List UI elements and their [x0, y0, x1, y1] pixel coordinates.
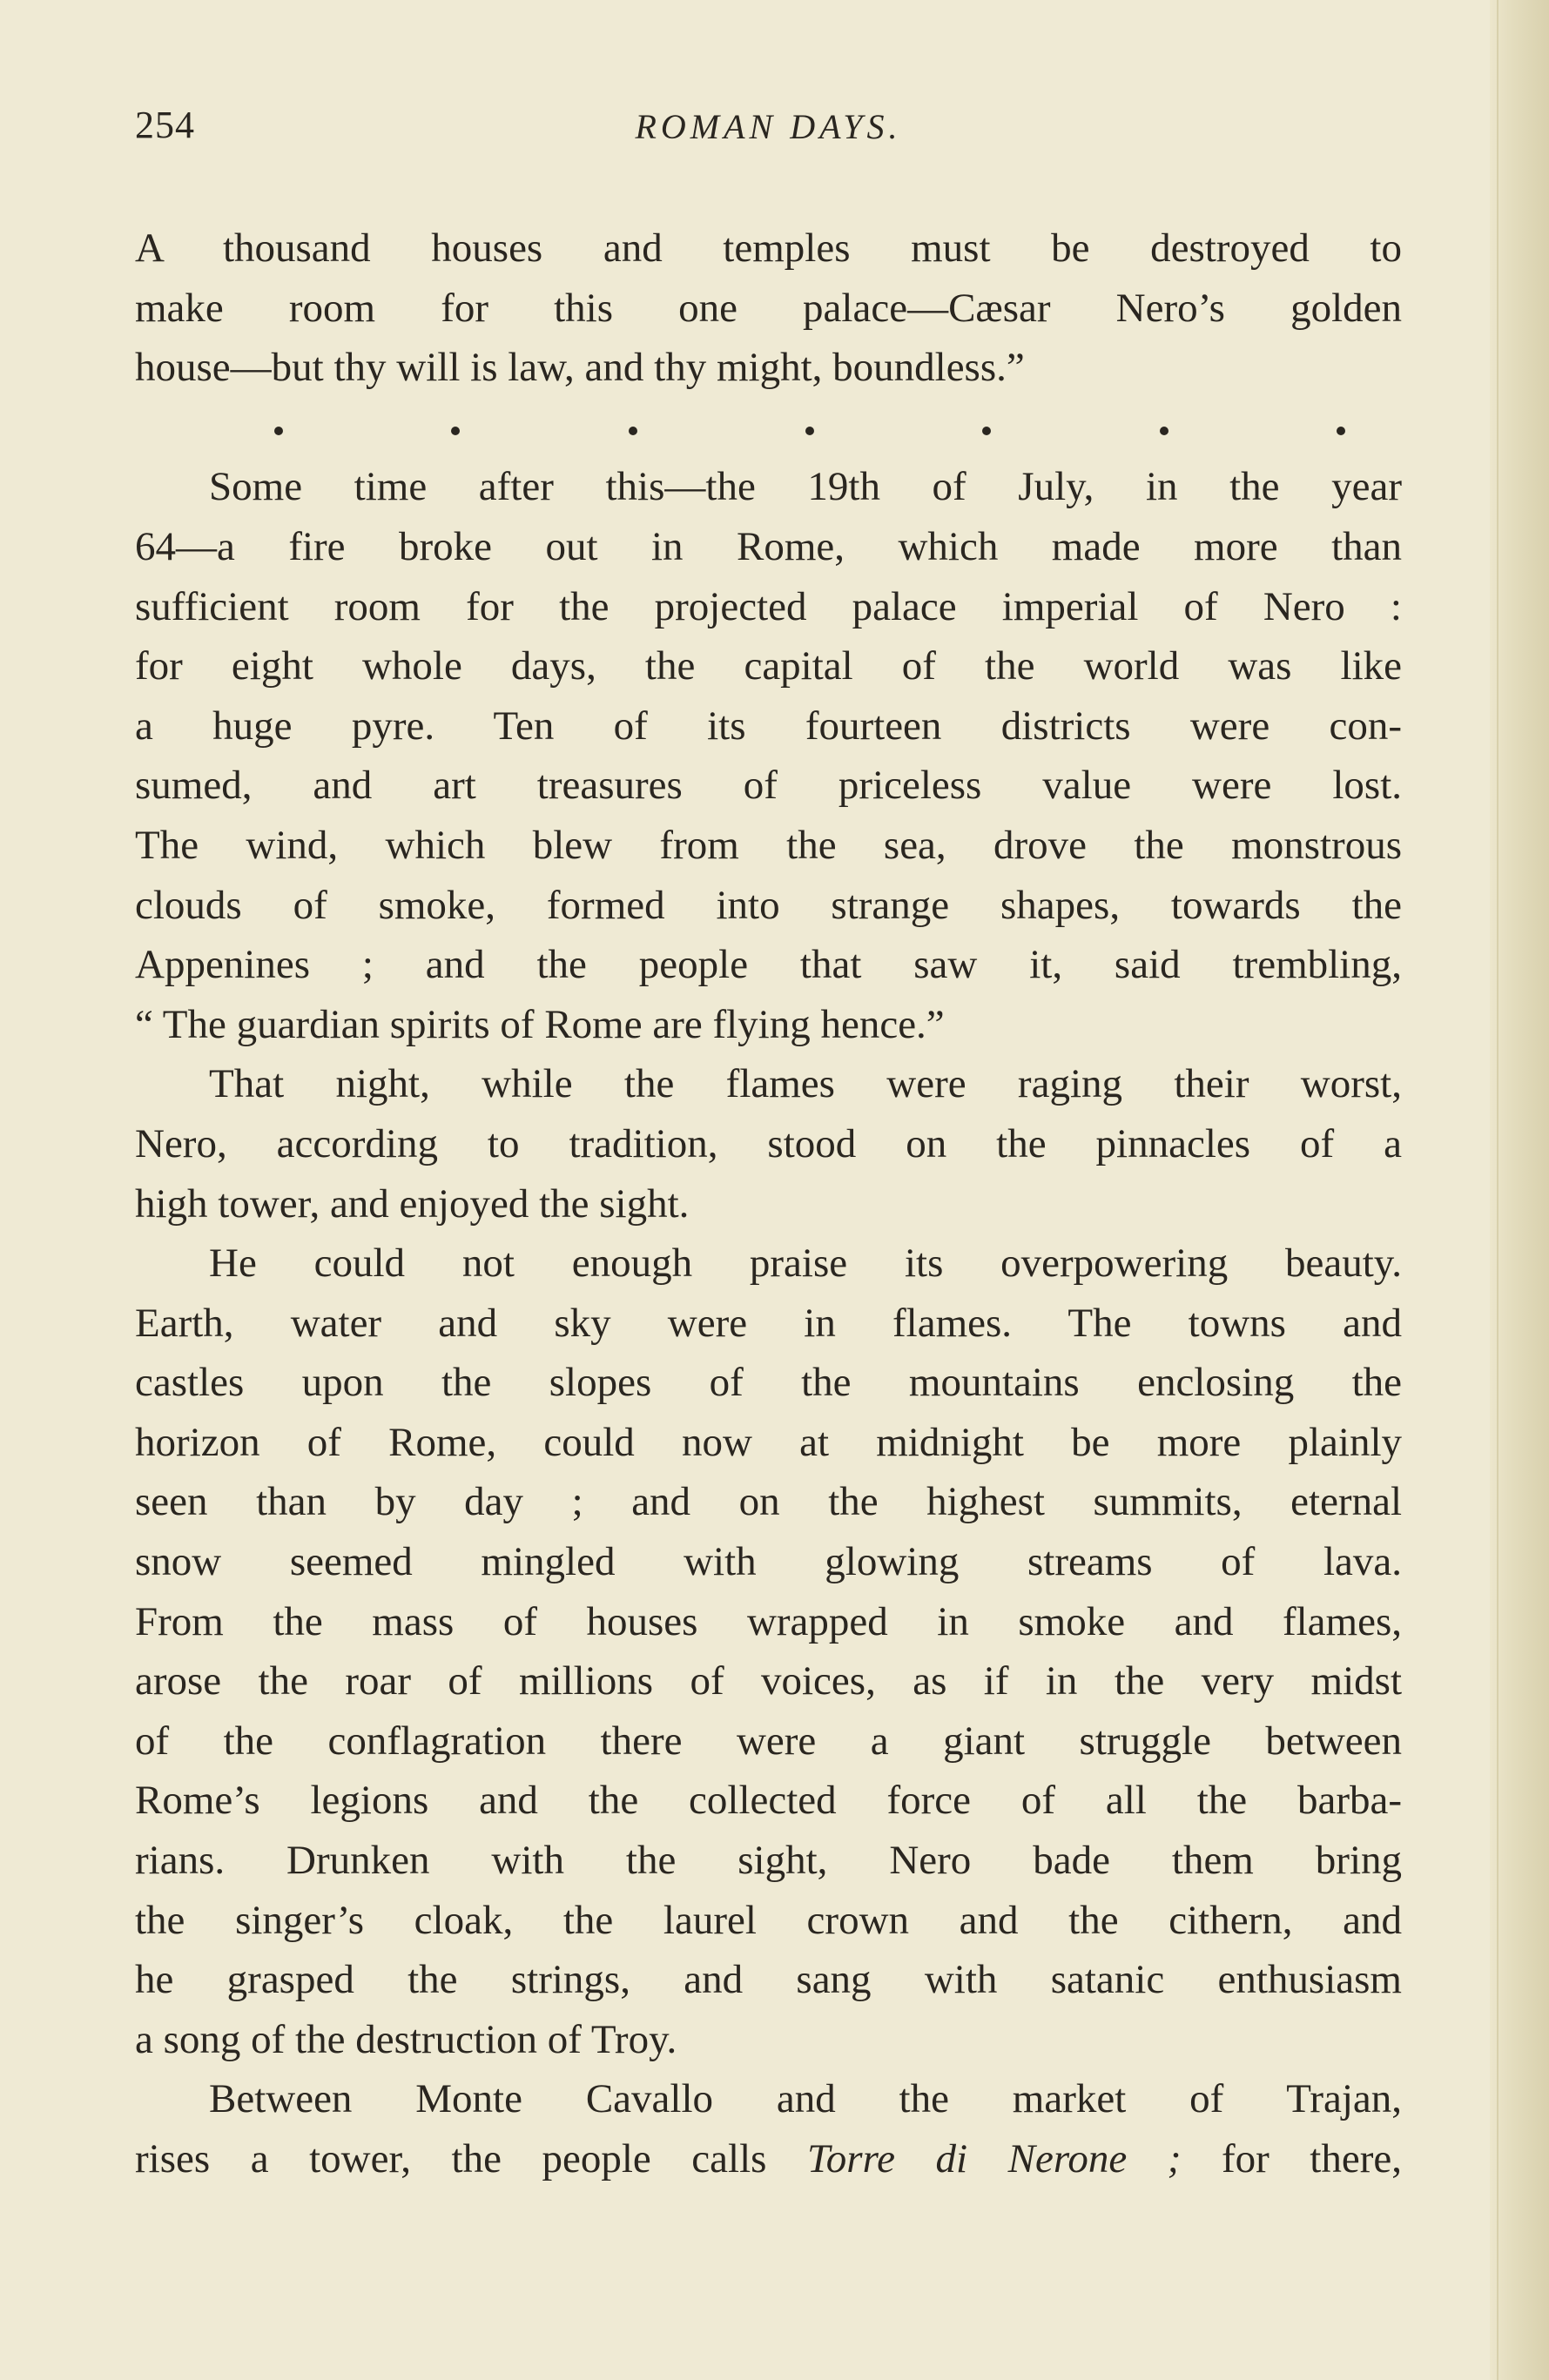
- book-page: [135, 103, 1402, 2182]
- text-line: he grasped the strings, and sang with satanic enthusiasm: [135, 1957, 1402, 2003]
- text-line: sufficient room for the projected palace imperial of Nero :: [135, 583, 1402, 629]
- page-edge-line: [1497, 0, 1498, 2380]
- text-line: for eight whole days, the capital of the world was like: [135, 643, 1402, 689]
- text-line: That night, while the flames were raging their worst,: [209, 1061, 1402, 1107]
- text-line: snow seemed mingled with glowing streams of lava.: [135, 1539, 1402, 1585]
- text-line: Between Monte Cavallo and the market of Trajan,: [209, 2076, 1402, 2122]
- text-line: house—but thy will is law, and thy might, boundless.”: [135, 345, 1025, 391]
- text-line: rians. Drunken with the sight, Nero bade them bring: [135, 1838, 1402, 1884]
- body-text: [135, 219, 1402, 2189]
- page-edge-shading: [1490, 0, 1549, 2380]
- text-line: “ The guardian spirits of Rome are flying hence.”: [135, 1001, 945, 1047]
- text-line: a song of the destruction of Troy.: [135, 2016, 677, 2062]
- separator-dot: [805, 427, 814, 435]
- separator-dot: [451, 427, 460, 435]
- text-line: Some time after this—the 19th of July, in the year: [209, 464, 1402, 510]
- page-number: 254: [135, 104, 195, 146]
- text-line: sumed, and art treasures of priceless value were lost.: [135, 763, 1402, 809]
- text-line: a huge pyre. Ten of its fourteen districts were con-: [135, 703, 1402, 749]
- text-line: A thousand houses and temples must be destroyed to: [135, 225, 1402, 271]
- text-line: make room for this one palace—Cæsar Nero’s golden: [135, 285, 1402, 331]
- text-line: clouds of smoke, formed into strange shapes, towards the: [135, 882, 1402, 928]
- separator-dot: [982, 427, 991, 435]
- text-line: The wind, which blew from the sea, drove the monstrous: [135, 822, 1402, 868]
- text-line: Appenines ; and the people that saw it, said trembling,: [135, 942, 1402, 988]
- running-head: [135, 103, 1402, 181]
- text-line: From the mass of houses wrapped in smoke and flames,: [135, 1598, 1402, 1644]
- text-line: 64—a fire broke out in Rome, which made more than: [135, 523, 1402, 569]
- text-line: the singer’s cloak, the laurel crown and the cithern, and: [135, 1897, 1402, 1943]
- separator-dot: [274, 427, 283, 435]
- text-line: horizon of Rome, could now at midnight be more plainly: [135, 1419, 1402, 1465]
- text-run: for there,: [1181, 2136, 1402, 2182]
- text-line: Nero, according to tradition, stood on the pinnacles of a: [135, 1120, 1402, 1166]
- separator-dot: [1160, 427, 1168, 435]
- text-line: Earth, water and sky were in flames. The towns and: [135, 1300, 1402, 1346]
- separator-dot: [1337, 427, 1345, 435]
- text-line: high tower, and enjoyed the sight.: [135, 1180, 690, 1227]
- text-line: seen than by day ; and on the highest summits, eternal: [135, 1479, 1402, 1525]
- text-line: of the conflagration there were a giant struggle between: [135, 1718, 1402, 1764]
- running-title: ROMAN DAYS.: [635, 107, 902, 146]
- text-line: castles upon the slopes of the mountains enclosing the: [135, 1360, 1402, 1406]
- italic-place-name: Torre di Nerone ;: [806, 2136, 1182, 2182]
- text-line: [135, 2129, 1402, 2189]
- section-separator: [135, 398, 1402, 458]
- separator-dot: [629, 427, 637, 435]
- text-line: Rome’s legions and the collected force of all the barba-: [135, 1778, 1402, 1824]
- text-line: arose the roar of millions of voices, as if in the very midst: [135, 1658, 1402, 1704]
- text-run: rises a tower, the people calls: [135, 2136, 807, 2182]
- text-line: He could not enough praise its overpowering beauty.: [209, 1240, 1402, 1287]
